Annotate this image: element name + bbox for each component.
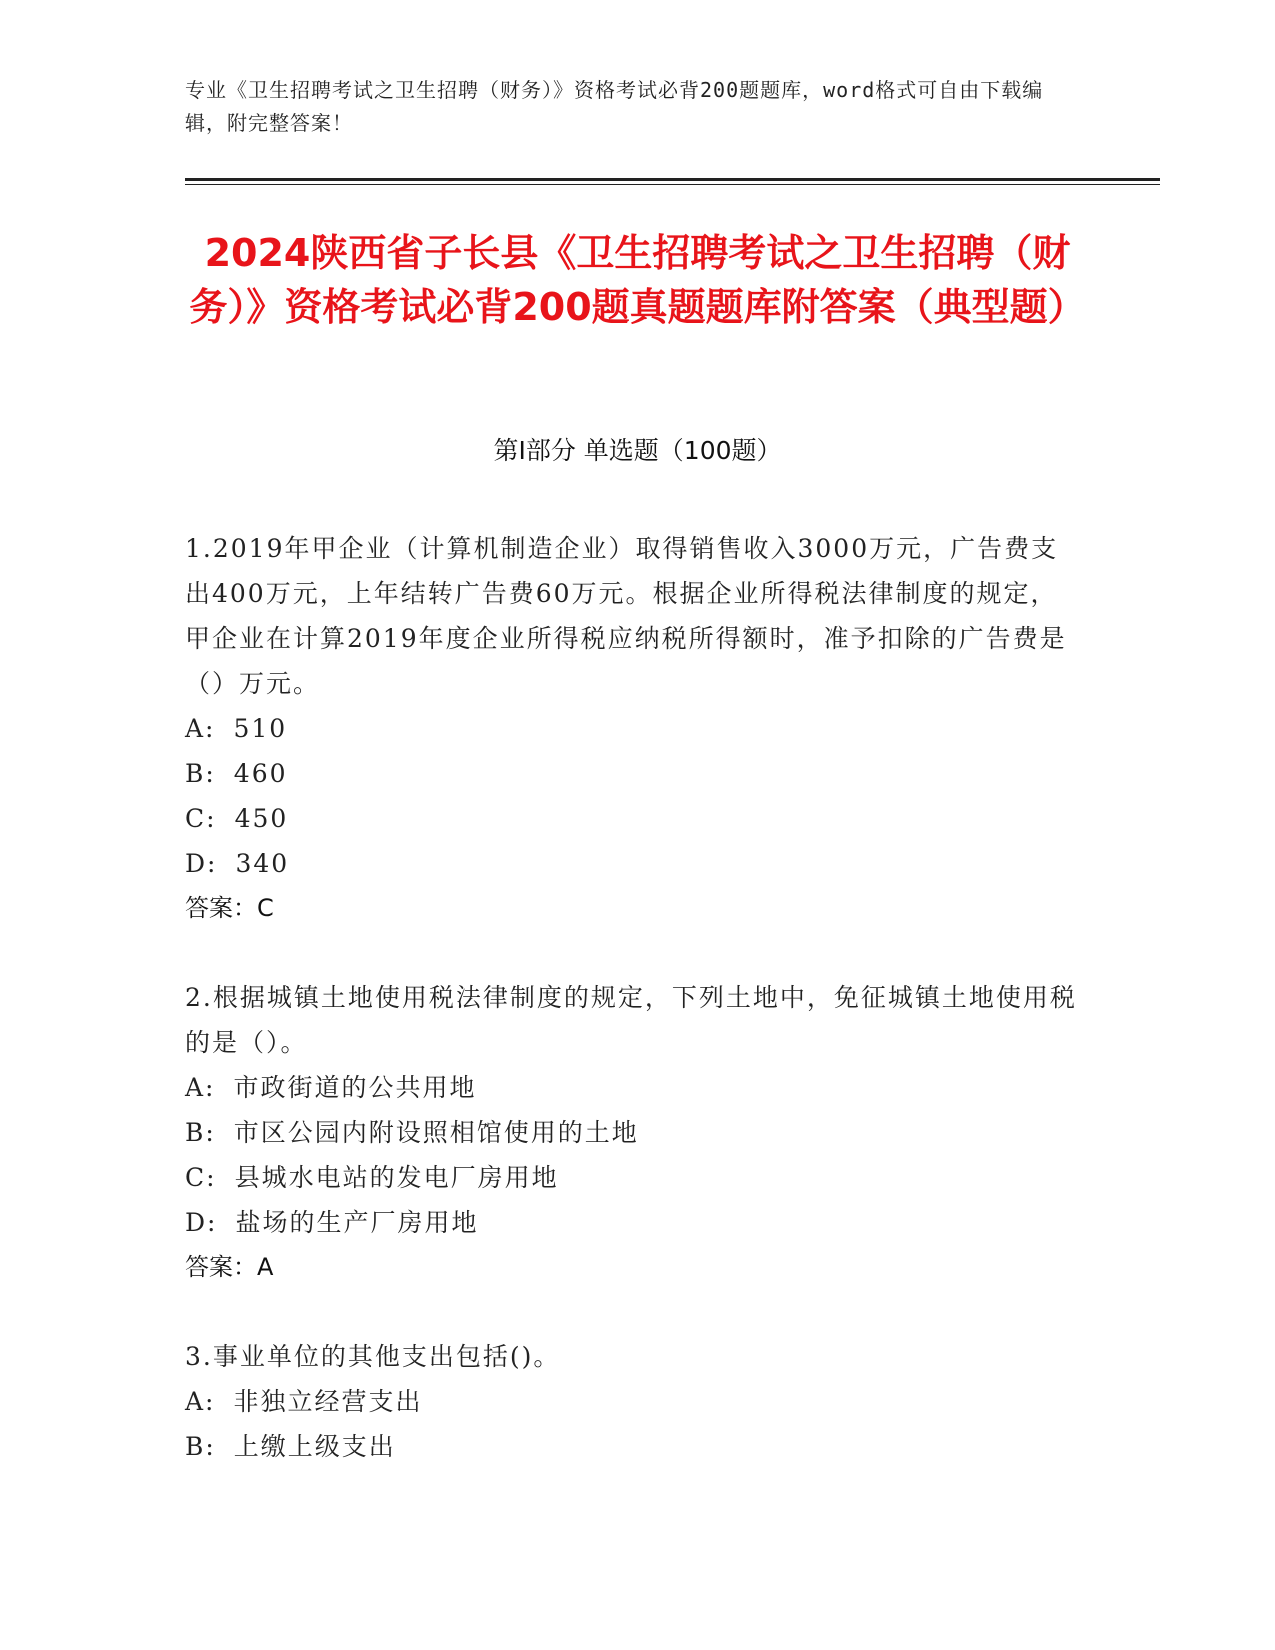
option-text: 盐场的生产厂房用地 (235, 1208, 479, 1237)
option-label: B: (185, 1118, 216, 1147)
question-stem: 3.事业单位的其他支出包括()。 (185, 1342, 561, 1371)
option-text: 460 (233, 759, 288, 788)
header-divider (185, 178, 1160, 181)
option-d (185, 841, 1080, 886)
option-label: A: (185, 714, 216, 743)
option-text: 上缴上级支出 (233, 1432, 396, 1461)
option-a (185, 706, 1080, 751)
option-text: 县城水电站的发电厂房用地 (234, 1163, 559, 1192)
option-text: 510 (233, 714, 288, 743)
option-label: A: (185, 1073, 216, 1102)
question-1 (185, 526, 1080, 931)
question-2 (185, 975, 1080, 1290)
question-3 (185, 1334, 1080, 1469)
document-title: 2024陕西省子长县《卫生招聘考试之卫生招聘（财务）》资格考试必背200题真题题库附答案（典型题） (189, 231, 1086, 329)
option-label: B: (185, 1432, 216, 1461)
option-text: 市政街道的公共用地 (233, 1073, 477, 1102)
option-label: C: (185, 804, 217, 833)
option-a (185, 1065, 1080, 1110)
answer: 答案：A (185, 1253, 274, 1281)
option-text: 非独立经营支出 (233, 1387, 423, 1416)
option-label: D: (185, 1208, 218, 1237)
question-list (185, 526, 1080, 1513)
question-stem: 1.2019年甲企业（计算机制造企业）取得销售收入3000万元，广告费支出400万元，上年结转广告费60万元。根据企业所得税法律制度的规定，甲企业在计算2019年度企业所得税应纳税所得额时，准予扣除的广告费是（）万元。 (185, 534, 1067, 698)
section-title: 第Ⅰ部分 单选题（100题） (493, 436, 782, 465)
option-label: D: (185, 849, 218, 878)
option-d (185, 1200, 1080, 1245)
option-c (185, 796, 1080, 841)
option-text: 市区公园内附设照相馆使用的土地 (233, 1118, 639, 1147)
option-label: A: (185, 1387, 216, 1416)
option-label: B: (185, 759, 216, 788)
option-text: 340 (235, 849, 290, 878)
option-label: C: (185, 1163, 217, 1192)
option-text: 450 (234, 804, 289, 833)
option-b (185, 751, 1080, 796)
question-stem: 2.根据城镇土地使用税法律制度的规定，下列土地中，免征城镇土地使用税的是（）。 (185, 983, 1077, 1057)
option-a (185, 1379, 1080, 1424)
answer: 答案：C (185, 894, 274, 922)
option-b (185, 1424, 1080, 1469)
option-b (185, 1110, 1080, 1155)
header-note: 专业《卫生招聘考试之卫生招聘（财务）》资格考试必背200题题库，word格式可自由下载编辑，附完整答案！ (185, 78, 1044, 135)
option-c (185, 1155, 1080, 1200)
